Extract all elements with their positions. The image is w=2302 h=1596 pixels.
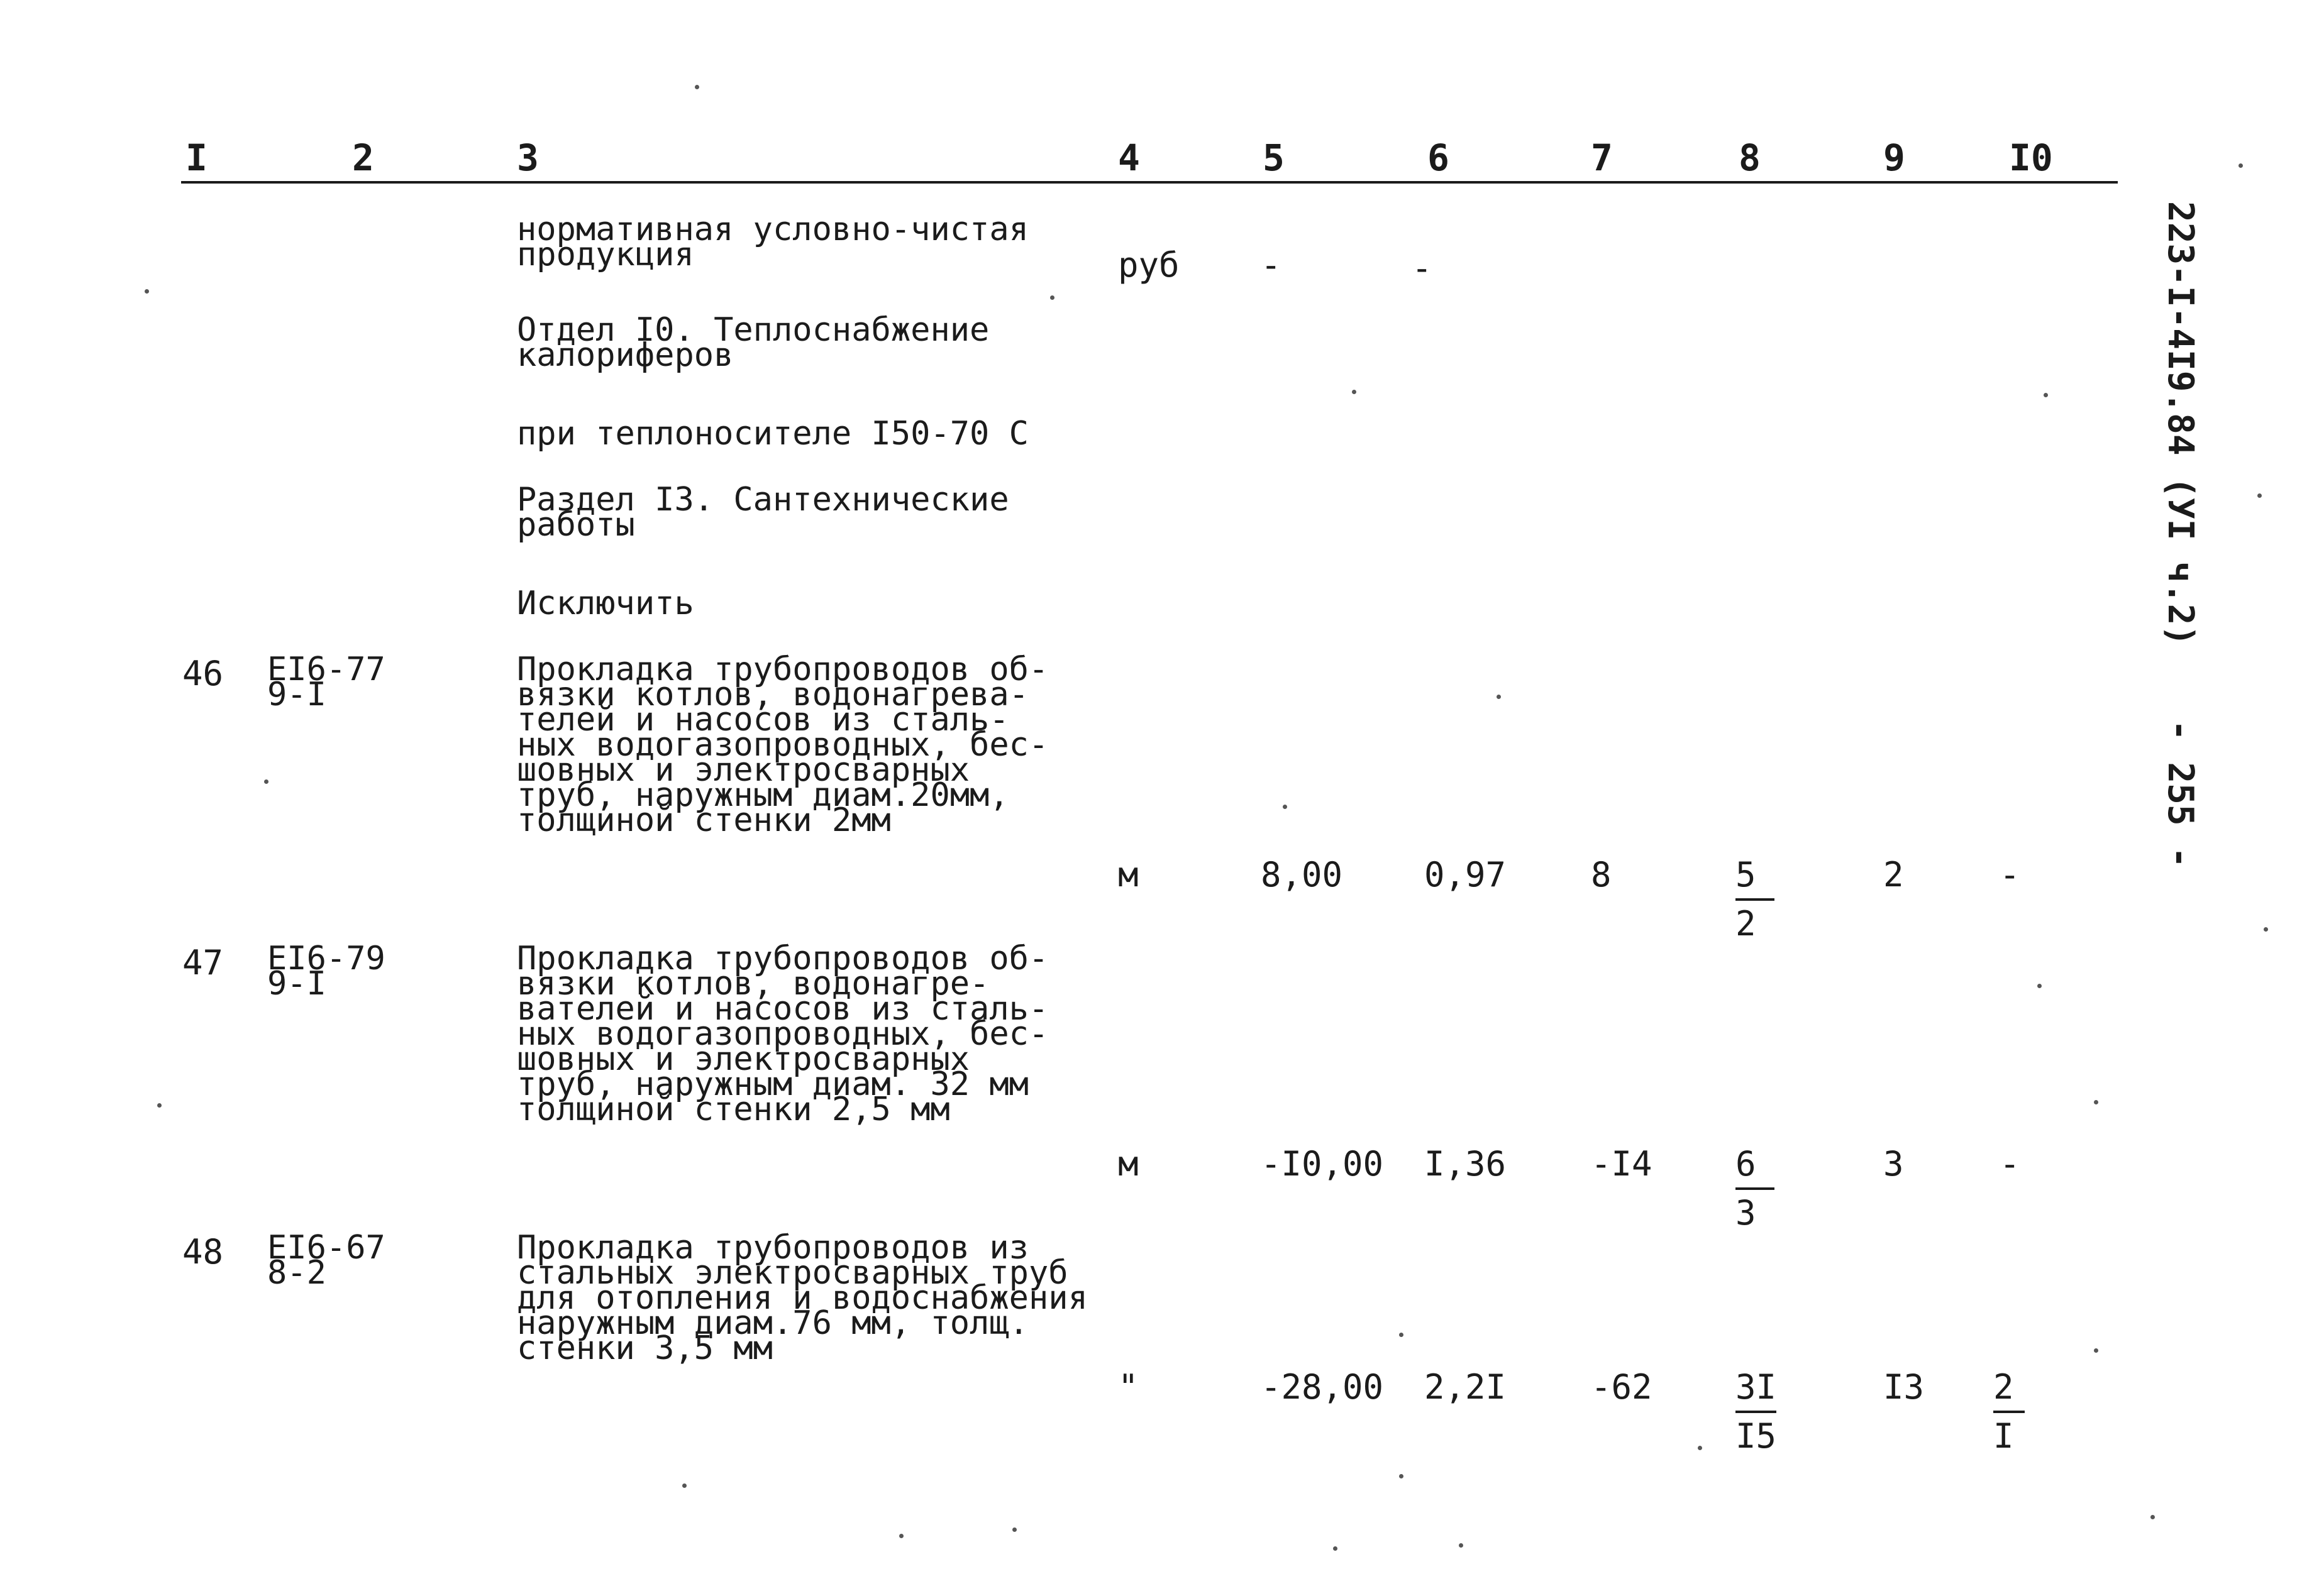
scan-speck bbox=[682, 1483, 687, 1488]
row-47-col8-numerator: 6 bbox=[1735, 1147, 1774, 1190]
scan-speck bbox=[1352, 390, 1356, 394]
scan-speck bbox=[1399, 1333, 1403, 1337]
column-header-2: 2 bbox=[352, 136, 374, 179]
scan-speck bbox=[264, 779, 268, 784]
scan-speck bbox=[1497, 695, 1501, 699]
row-48-total: -62 bbox=[1591, 1367, 1652, 1407]
row-48-col10-fraction bbox=[1993, 1367, 2025, 1456]
scan-speck bbox=[695, 85, 699, 89]
scan-speck bbox=[145, 289, 149, 294]
row-46-col10: - bbox=[2000, 855, 2020, 894]
row-47-col8-denominator: 3 bbox=[1735, 1193, 1756, 1233]
row-47-col9: 3 bbox=[1883, 1144, 1904, 1184]
coolant-line: при теплоносителе I50-70 С bbox=[517, 415, 1029, 453]
product-description: нормативная условно-чистая продукция bbox=[517, 211, 1029, 273]
row-47-code: EI6-79 9-I bbox=[267, 940, 385, 1003]
row-47-col10: - bbox=[2000, 1144, 2020, 1184]
product-col6: - bbox=[1412, 248, 1432, 288]
column-header-10: I0 bbox=[2009, 136, 2053, 179]
row-48-code: EI6-67 8-2 bbox=[267, 1229, 385, 1292]
row-48-col9: I3 bbox=[1883, 1367, 1925, 1407]
row-48-col8-fraction bbox=[1735, 1367, 1777, 1456]
column-header-5: 5 bbox=[1263, 136, 1285, 179]
scan-speck bbox=[157, 1103, 162, 1108]
scan-speck bbox=[2264, 927, 2268, 932]
scan-speck bbox=[2094, 1100, 2098, 1104]
section-heading: Раздел I3. Сантехнические работы bbox=[517, 481, 1009, 544]
scan-speck bbox=[2257, 493, 2262, 498]
row-46-col8-fraction bbox=[1735, 855, 1774, 944]
row-46-description: Прокладка трубопроводов об- вязки котлов, водонагрева- телей и насосов из сталь- ных водогазопроводных, бес- шовных и электросварных труб, наружным диам.20мм, толщиной стенки 2мм bbox=[517, 651, 1049, 839]
side-document-code: 223-I-4I9.84 (УI ч.2) bbox=[2160, 201, 2201, 647]
row-47-quantity: -I0,00 bbox=[1261, 1144, 1384, 1184]
product-col5: - bbox=[1261, 245, 1281, 285]
product-unit: руб bbox=[1118, 245, 1180, 285]
row-48-col10-numerator: 2 bbox=[1993, 1370, 2025, 1413]
scan-speck bbox=[899, 1534, 904, 1538]
scan-speck bbox=[1698, 1446, 1702, 1450]
column-header-9: 9 bbox=[1883, 136, 1905, 179]
column-header-8: 8 bbox=[1739, 136, 1761, 179]
scan-speck bbox=[2044, 393, 2048, 397]
column-header-6: 6 bbox=[1427, 136, 1449, 179]
row-48-price: 2,2I bbox=[1424, 1367, 1507, 1407]
row-46-col8-denominator: 2 bbox=[1735, 904, 1756, 944]
scan-speck bbox=[1283, 805, 1287, 809]
row-47-total: -I4 bbox=[1591, 1144, 1652, 1184]
column-header-3: 3 bbox=[517, 136, 539, 179]
row-46-code: EI6-77 9-I bbox=[267, 651, 385, 713]
row-48-col10-denominator: I bbox=[1993, 1416, 2014, 1456]
row-47-col8-fraction bbox=[1735, 1144, 1774, 1233]
row-48-col8-numerator: 3I bbox=[1735, 1370, 1776, 1413]
scan-speck bbox=[2094, 1348, 2098, 1353]
scan-speck bbox=[2037, 984, 2042, 988]
scan-speck bbox=[1012, 1527, 1017, 1532]
scan-speck bbox=[1399, 1474, 1403, 1478]
row-46-col8-numerator: 5 bbox=[1735, 858, 1774, 901]
row-47-price: I,36 bbox=[1424, 1144, 1507, 1184]
side-page-number: - 255 - bbox=[2160, 720, 2201, 869]
row-46-quantity: 8,00 bbox=[1261, 855, 1343, 894]
exclude-label: Исключить bbox=[517, 585, 694, 622]
row-48-unit: " bbox=[1118, 1367, 1139, 1407]
row-47-unit: м bbox=[1118, 1144, 1139, 1184]
scan-speck bbox=[1333, 1546, 1337, 1551]
header-rule bbox=[181, 181, 2118, 184]
scan-speck bbox=[2238, 163, 2243, 168]
column-header-4: 4 bbox=[1118, 136, 1140, 179]
row-46-col9: 2 bbox=[1883, 855, 1904, 894]
row-46-unit: м bbox=[1118, 855, 1139, 894]
department-heading: Отдел I0. Теплоснабжение калориферов bbox=[517, 311, 990, 374]
row-48-description: Прокладка трубопроводов из стальных электросварных труб для отопления и водоснабжения наружным диам.76 мм, толщ. стенки 3,5 мм bbox=[517, 1229, 1088, 1367]
row-47-description: Прокладка трубопроводов об- вязки котлов, водонагре- вателей и насосов из сталь- ных водогазопроводных, бес- шовных и электросварных труб, наружным диам. 32 мм толщиной стенки 2,5 мм bbox=[517, 940, 1049, 1128]
scan-speck bbox=[1459, 1543, 1463, 1548]
row-48-quantity: -28,00 bbox=[1261, 1367, 1384, 1407]
row-47-number: 47 bbox=[182, 943, 224, 982]
row-48-col8-denominator: I5 bbox=[1735, 1416, 1777, 1456]
row-46-price: 0,97 bbox=[1424, 855, 1507, 894]
scan-speck bbox=[2150, 1515, 2155, 1519]
row-46-total: 8 bbox=[1591, 855, 1612, 894]
row-48-number: 48 bbox=[182, 1232, 224, 1272]
row-46-number: 46 bbox=[182, 654, 224, 693]
scan-speck bbox=[1050, 295, 1054, 300]
column-header-7: 7 bbox=[1591, 136, 1613, 179]
column-header-1: I bbox=[185, 136, 208, 179]
